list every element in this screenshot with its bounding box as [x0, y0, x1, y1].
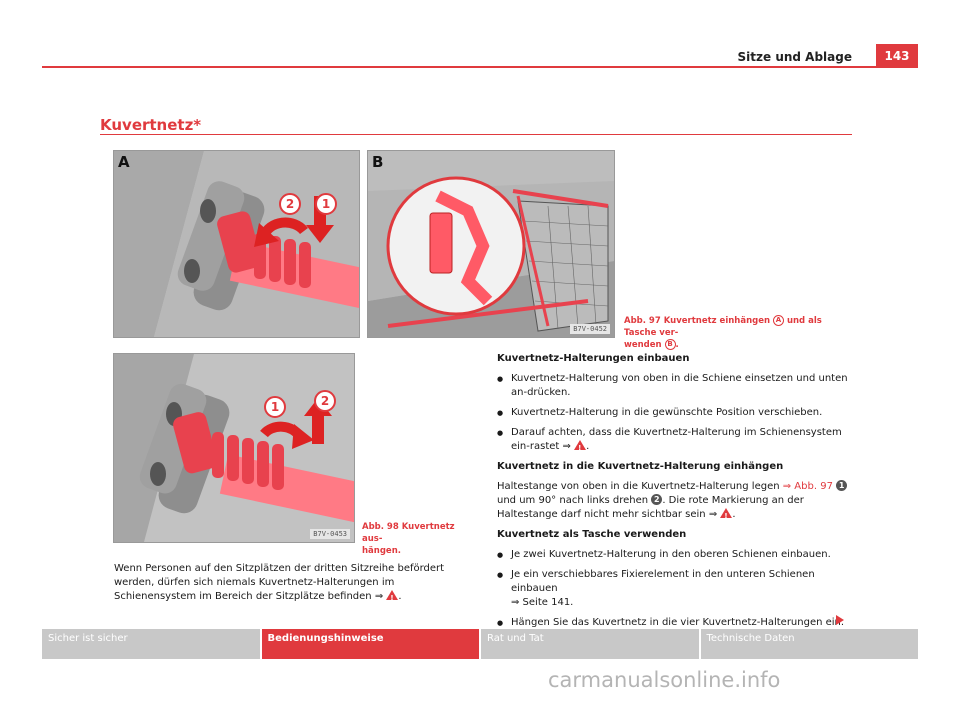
footer-tab-sicher[interactable]: Sicher ist sicher [42, 629, 260, 659]
callout-2: 2 [314, 390, 336, 412]
list-item [497, 426, 849, 454]
callout-2: 2 [279, 193, 301, 215]
callout-1: 1 [264, 396, 286, 418]
callout-1: 1 [315, 193, 337, 215]
list-item: ● Kuvertnetz-Halterung von oben in die Schiene einsetzen und unten an-drücken. [497, 372, 849, 400]
step-ref-2: 2 [651, 494, 662, 505]
section-title: Kuvertnetz* [100, 116, 202, 134]
page-reference[interactable]: ⇒ Seite 141. [511, 597, 574, 608]
footer-tab-bedienungshinweise[interactable]: Bedienungshinweise [262, 629, 480, 659]
paragraph [497, 480, 849, 522]
figure-code: B7V-0452 [570, 324, 610, 334]
list-item-text: Je ein verschiebbares Fixierelement in den unteren Schienen einbauen [511, 569, 815, 594]
figure-97-panel-b [367, 150, 615, 338]
warning-icon [720, 508, 732, 518]
list-item: ● Hängen Sie das Kuvertnetz in die vier Kuvertnetz-Halterungen ein. [497, 616, 849, 630]
figure-code: B7V-0453 [310, 529, 350, 539]
paragraph-end: . [398, 591, 402, 602]
footer-tab-technische-daten[interactable]: Technische Daten [701, 629, 919, 659]
warning-icon [386, 590, 398, 600]
list-item: ● Je zwei Kuvertnetz-Halterung in den oberen Schienen einbauen. [497, 548, 849, 562]
figure-97-a-illustration [114, 151, 359, 337]
figure-link[interactable]: ⇒ Abb. 97 [782, 481, 833, 492]
ref-arrow: ⇒ [374, 591, 384, 602]
paragraph-end: . [732, 509, 736, 520]
paragraph-text: Wenn Personen auf den Sitzplätzen der dritten Sitzreihe befördert werden, dürfen sich niemals Kuvertnetz-Halterungen im Schienensystem im Bereich der Sitzplätze befinden [114, 563, 445, 602]
list-item: ● Kuvertnetz-Halterung in die gewünschte Position verschieben. [497, 406, 849, 420]
list-item-end: . [586, 441, 590, 452]
caption-text: hängen. [362, 546, 401, 556]
caption-text: Abb. 97 Kuvertnetz einhängen [624, 316, 773, 326]
header-rule [42, 66, 918, 68]
figure-98 [113, 353, 355, 543]
caption-ref-b: B [665, 339, 676, 350]
ref-arrow: ⇒ [708, 509, 718, 520]
chapter-title: Sitze und Ablage [737, 50, 852, 64]
section-rule [100, 134, 852, 135]
warning-icon [574, 440, 586, 450]
continue-arrow-icon [836, 615, 844, 625]
footer-nav [42, 629, 918, 659]
page-number: 143 [876, 44, 918, 68]
paragraph-text: . Die rote Markierung an der Haltestange darf nicht mehr sichtbar sein [497, 495, 804, 520]
paragraph-text: Haltestange von oben in die Kuvertnetz-Halterung legen [497, 481, 783, 492]
heading-bag: Kuvertnetz als Tasche verwenden [497, 529, 687, 540]
caption-text: . [675, 340, 679, 350]
caption-text: und als Tasche ver- [624, 316, 822, 338]
warning-paragraph [114, 562, 474, 604]
watermark: carmanualsonline.info [548, 668, 781, 692]
figure-98-caption [362, 521, 472, 557]
figure-97-b-illustration [368, 151, 614, 337]
heading-hang: Kuvertnetz in die Kuvertnetz-Halterung einhängen [497, 461, 784, 472]
caption-ref-a: A [773, 315, 784, 326]
paragraph-text: und um 90° nach links drehen [497, 495, 652, 506]
panel-letter-b: B [372, 153, 384, 171]
instructions-column [497, 352, 849, 636]
footer-tab-rat-und-tat[interactable]: Rat und Tat [481, 629, 699, 659]
ref-arrow: ⇒ [562, 441, 571, 452]
figure-98-illustration [114, 354, 354, 542]
figure-97-panel-a [113, 150, 360, 338]
step-ref-1: 1 [836, 480, 847, 491]
caption-text: Abb. 98 Kuvertnetz aus- [362, 522, 455, 544]
heading-install: Kuvertnetz-Halterungen einbauen [497, 353, 690, 364]
panel-letter-a: A [118, 153, 130, 171]
caption-text: wenden [624, 340, 665, 350]
list-item-text: Darauf achten, dass die Kuvertnetz-Halterung im Schienensystem ein-rastet [511, 427, 842, 452]
list-item [497, 568, 849, 610]
figure-97-caption [624, 315, 854, 351]
